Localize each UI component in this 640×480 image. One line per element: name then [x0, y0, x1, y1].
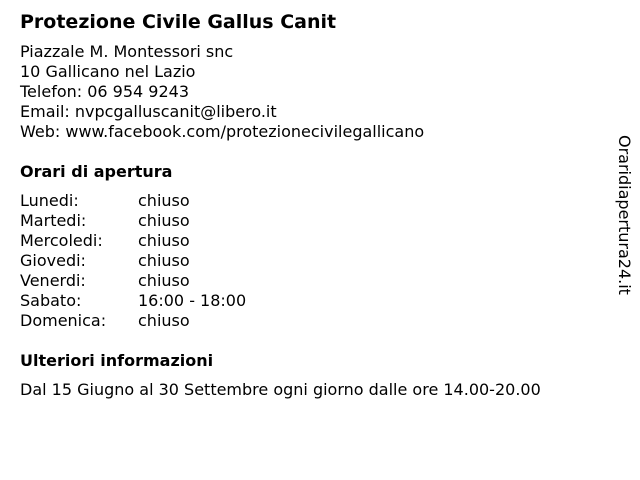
day-hours: chiuso — [138, 231, 190, 250]
hours-row — [20, 271, 610, 291]
day-label: Domenica: — [20, 311, 107, 330]
address-block — [20, 42, 610, 142]
day-hours: chiuso — [138, 311, 190, 330]
day-label: Mercoledi: — [20, 231, 103, 250]
day-label: Venerdi: — [20, 271, 86, 290]
opening-hours-table — [20, 191, 610, 331]
hours-row — [20, 231, 610, 251]
hours-row — [20, 311, 610, 331]
website-url: Web: www.facebook.com/protezionecivilegallicano — [20, 122, 425, 141]
hours-row — [20, 291, 610, 311]
hours-row — [20, 191, 610, 211]
hours-row — [20, 251, 610, 271]
day-label: Lunedi: — [20, 191, 79, 210]
opening-hours-heading: Orari di apertura — [20, 162, 173, 181]
day-label: Sabato: — [20, 291, 82, 310]
day-label: Martedi: — [20, 211, 87, 230]
day-hours: chiuso — [138, 211, 190, 230]
day-label: Giovedi: — [20, 251, 86, 270]
phone-number: Telefon: 06 954 9243 — [20, 82, 190, 101]
additional-info-heading: Ulteriori informazioni — [20, 351, 214, 370]
street-address: Piazzale M. Montessori snc — [20, 42, 234, 61]
day-hours: 16:00 - 18:00 — [138, 291, 247, 310]
additional-info-text: Dal 15 Giugno al 30 Settembre ogni giorno dalle ore 14.00-20.00 — [20, 380, 541, 399]
city-address: 10 Gallicano nel Lazio — [20, 62, 196, 81]
brand-watermark — [603, 135, 640, 305]
hours-row — [20, 211, 610, 231]
business-card — [20, 10, 610, 400]
day-hours: chiuso — [138, 191, 190, 210]
business-title: Protezione Civile Gallus Canit — [20, 11, 337, 33]
day-hours: chiuso — [138, 251, 190, 270]
brand-name: Oraridiapertura24.it — [615, 135, 634, 295]
email-address: Email: nvpcgalluscanit@libero.it — [20, 102, 277, 121]
day-hours: chiuso — [138, 271, 190, 290]
